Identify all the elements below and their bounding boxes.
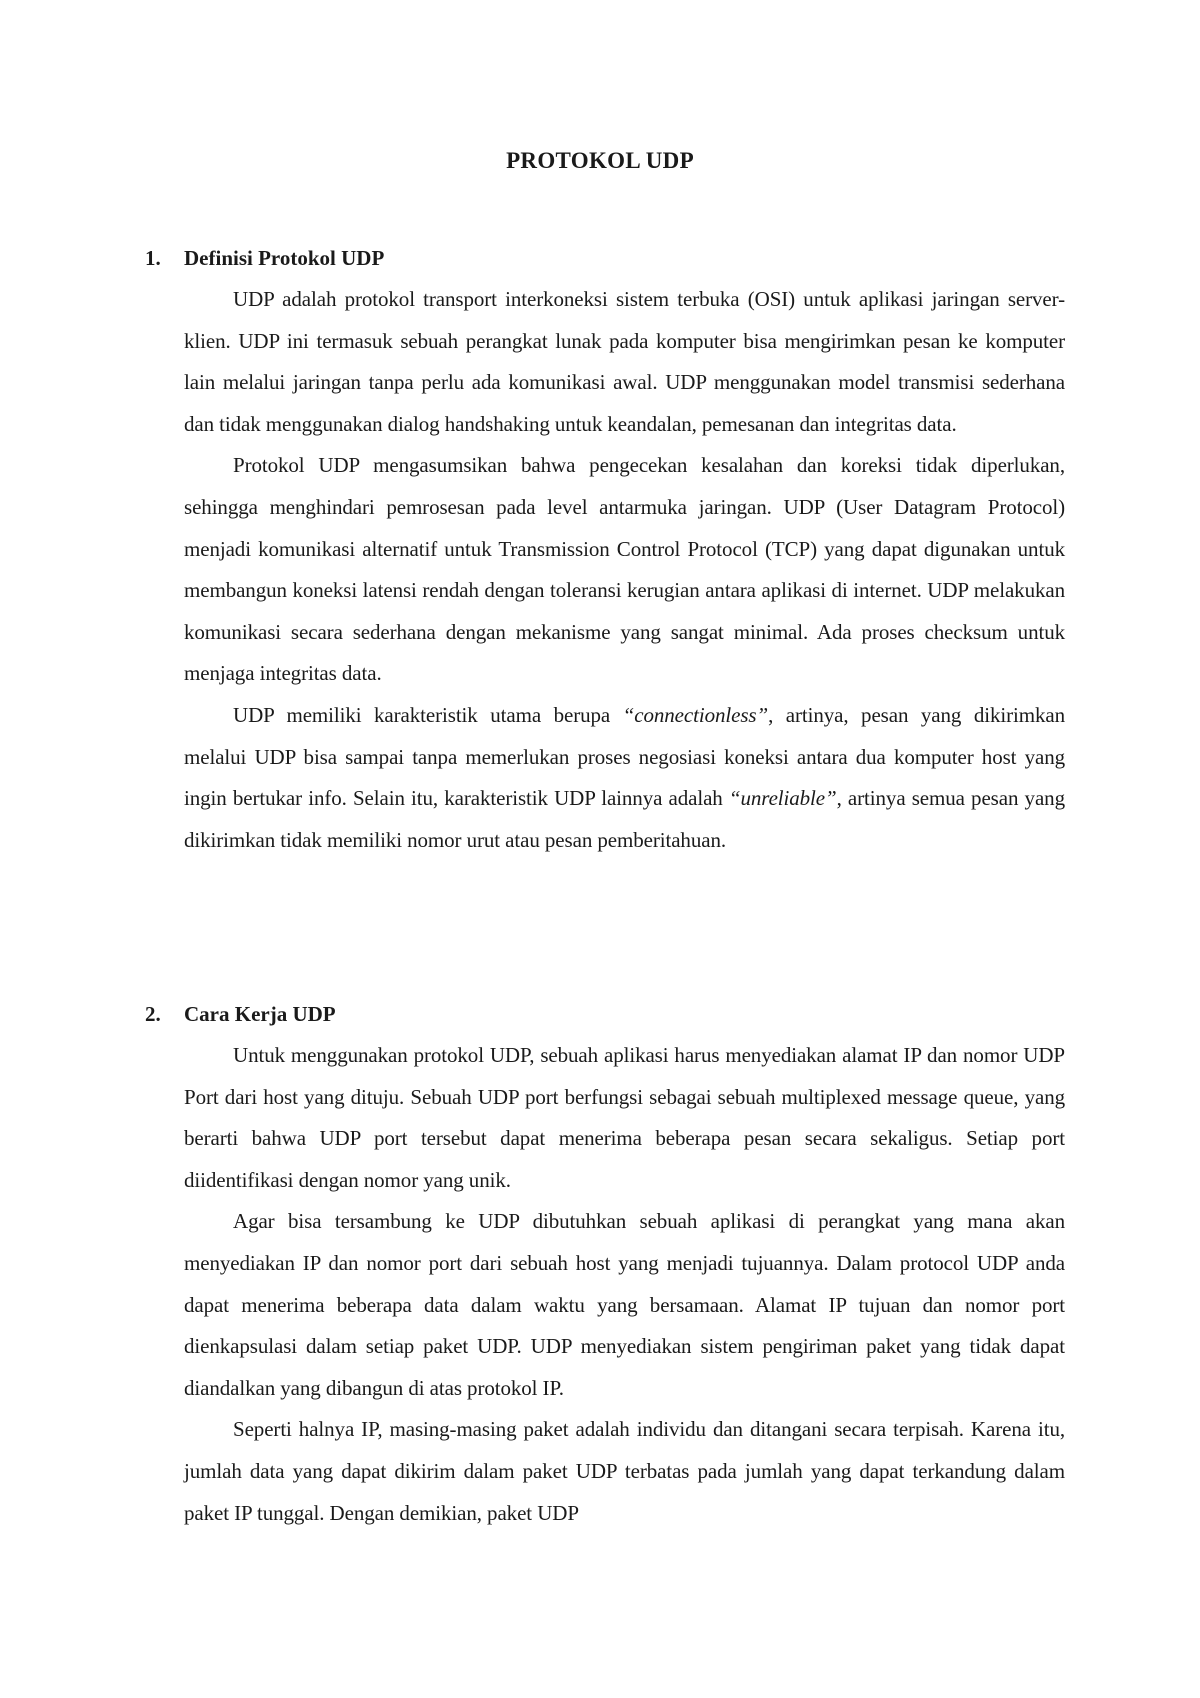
section-number: 1. xyxy=(145,246,161,270)
paragraph-text: , artinya semua pesan yang dikirimkan tidak memiliki nomor urut atau pesan pemberitahuan. xyxy=(184,786,1065,852)
section-cara-kerja xyxy=(145,994,1065,1534)
paragraph: Protokol UDP mengasumsikan bahwa pengecekan kesalahan dan koreksi tidak diperlukan, sehingga menghindari pemrosesan pada level antarmuka jaringan. UDP (User Datagram Protocol) menjadi komunikasi alternatif untuk Transmission Control Protocol (TCP) yang dapat digunakan untuk membangun koneksi latensi rendah dengan toleransi kerugian antara aplikasi di internet. UDP melakukan komunikasi secara sederhana dengan mekanisme yang sangat minimal. Ada proses checksum untuk menjaga integritas data. xyxy=(184,453,1065,686)
paragraph xyxy=(184,695,1065,861)
paragraph: Untuk menggunakan protokol UDP, sebuah aplikasi harus menyediakan alamat IP dan nomor UDP Port dari host yang dituju. Sebuah UDP port berfungsi sebagai sebuah multiplexed message queue, yang berarti bahwa UDP port tersebut dapat menerima beberapa pesan secara sekaligus. Setiap port diidentifikasi dengan nomor yang unik. xyxy=(184,1043,1065,1192)
section-heading-text: Definisi Protokol UDP xyxy=(184,246,385,270)
section-heading xyxy=(145,994,1065,1035)
document-title: PROTOKOL UDP xyxy=(506,148,694,173)
paragraph: Agar bisa tersambung ke UDP dibutuhkan sebuah aplikasi di perangkat yang mana akan menyediakan IP dan nomor port dari sebuah host yang menjadi tujuannya. Dalam protocol UDP anda dapat menerima beberapa data dalam waktu yang bersamaan. Alamat IP tujuan dan nomor port dienkapsulasi dalam setiap paket UDP. UDP menyediakan sistem pengiriman paket yang tidak dapat diandalkan yang dibangun di atas protokol IP. xyxy=(184,1209,1065,1400)
paragraph: UDP adalah protokol transport interkoneksi sistem terbuka (OSI) untuk aplikasi jaringan server-klien. UDP ini termasuk sebuah perangkat lunak pada komputer bisa mengirimkan pesan ke komputer lain melalui jaringan tanpa perlu ada komunikasi awal. UDP menggunakan model transmisi sederhana dan tidak menggunakan dialog handshaking untuk keandalan, pemesanan dan integritas data. xyxy=(184,287,1065,436)
section-heading xyxy=(145,238,1065,279)
paragraph-text: , artinya, pesan yang dikirimkan melalui UDP bisa sampai tanpa memerlukan proses negosiasi koneksi antara dua komputer host yang ingin bertukar info. Selain itu, karakteristik UDP lainnya adalah xyxy=(184,702,1066,811)
paragraph-text: UDP memiliki karakteristik utama berupa xyxy=(233,702,623,727)
section-definisi xyxy=(145,238,1065,861)
emphasis-term: “unreliable” xyxy=(728,786,837,811)
section-number: 2. xyxy=(145,1002,161,1026)
emphasis-term: “connectionless” xyxy=(622,702,769,727)
section-heading-text: Cara Kerja UDP xyxy=(184,1002,336,1026)
paragraph: Seperti halnya IP, masing-masing paket adalah individu dan ditangani secara terpisah. Karena itu, jumlah data yang dapat dikirim dalam paket UDP terbatas pada jumlah yang dapat terkandung dalam paket IP tunggal. Dengan demikian, paket UDP xyxy=(184,1417,1065,1525)
